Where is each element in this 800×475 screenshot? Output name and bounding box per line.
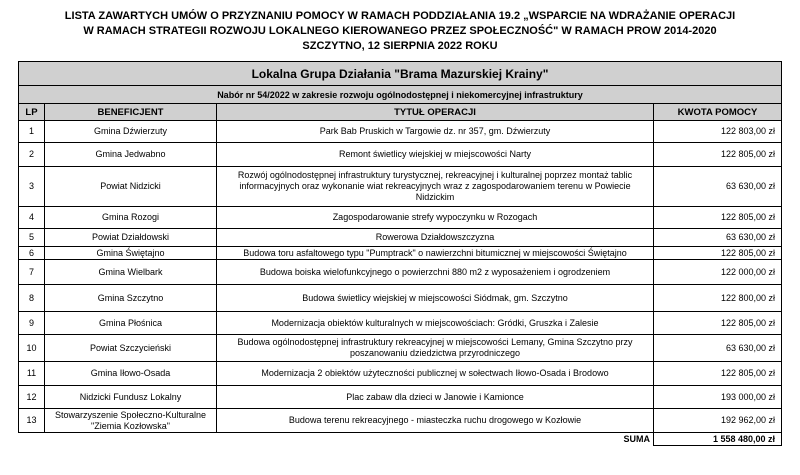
cell-kwota: 63 630,00 zł xyxy=(654,167,782,207)
nabor-row xyxy=(19,86,782,104)
cell-beneficjent: Gmina Rozogi xyxy=(45,207,217,229)
cell-lp: 8 xyxy=(19,285,45,312)
cell-tytul: Modernizacja obiektów kulturalnych w miejscowościach: Gródki, Gruszka i Zalesie xyxy=(217,312,654,335)
cell-lp: 12 xyxy=(19,386,45,409)
cell-beneficjent: Gmina Iłowo-Osada xyxy=(45,362,217,386)
cell-beneficjent: Stowarzyszenie Społeczno-Kulturalne "Ziemia Kozłowska" xyxy=(45,409,217,433)
cell-kwota: 122 803,00 zł xyxy=(654,121,782,143)
cell-lp: 3 xyxy=(19,167,45,207)
header-line-2: W RAMACH STRATEGII ROZWOJU LOKALNEGO KIEROWANEGO PRZEZ SPOŁECZNOŚĆ" W RAMACH PROW 2014-2020 xyxy=(83,25,717,37)
contracts-table xyxy=(18,61,782,446)
cell-kwota: 192 962,00 zł xyxy=(654,409,782,433)
cell-tytul: Modernizacja 2 obiektów użyteczności publicznej w sołectwach Iłowo-Osada i Brodowo xyxy=(217,362,654,386)
table-row xyxy=(19,247,782,260)
sum-label: SUMA xyxy=(217,433,654,446)
cell-tytul: Budowa boiska wielofunkcyjnego o powierzchni 880 m2 z wyposażeniem i ogrodzeniem xyxy=(217,260,654,285)
cell-kwota: 63 630,00 zł xyxy=(654,229,782,247)
column-header-tytul: TYTUŁ OPERACJI xyxy=(217,104,654,121)
cell-tytul: Budowa ogólnodostępnej infrastruktury rekreacyjnej w miejscowości Lemany, Gmina Szczytno przy poszanowaniu dziedzictwa przyrodniczego xyxy=(217,335,654,362)
cell-lp: 11 xyxy=(19,362,45,386)
sum-spacer xyxy=(19,433,217,446)
cell-beneficjent: Gmina Płośnica xyxy=(45,312,217,335)
cell-beneficjent: Powiat Szczycieński xyxy=(45,335,217,362)
table-row xyxy=(19,167,782,207)
cell-beneficjent: Nidzicki Fundusz Lokalny xyxy=(45,386,217,409)
cell-beneficjent: Powiat Nidzicki xyxy=(45,167,217,207)
cell-beneficjent: Gmina Jedwabno xyxy=(45,143,217,167)
cell-kwota: 122 000,00 zł xyxy=(654,260,782,285)
table-row xyxy=(19,312,782,335)
cell-beneficjent: Gmina Świętajno xyxy=(45,247,217,260)
cell-tytul: Rowerowa Działdowszczyzna xyxy=(217,229,654,247)
cell-lp: 6 xyxy=(19,247,45,260)
cell-beneficjent: Gmina Wielbark xyxy=(45,260,217,285)
cell-kwota: 122 805,00 zł xyxy=(654,362,782,386)
lgd-title: Lokalna Grupa Działania "Brama Mazurskiej Krainy" xyxy=(19,62,782,86)
cell-kwota: 193 000,00 zł xyxy=(654,386,782,409)
cell-lp: 9 xyxy=(19,312,45,335)
sum-value: 1 558 480,00 zł xyxy=(654,433,782,446)
table-row xyxy=(19,121,782,143)
nabor-title: Nabór nr 54/2022 w zakresie rozwoju ogólnodostępnej i niekomercyjnej infrastruktury xyxy=(19,86,782,104)
cell-tytul: Plac zabaw dla dzieci w Janowie i Kamionce xyxy=(217,386,654,409)
cell-kwota: 122 805,00 zł xyxy=(654,247,782,260)
document-header xyxy=(0,0,800,54)
table-row xyxy=(19,207,782,229)
cell-tytul: Rozwój ogólnodostępnej infrastruktury turystycznej, rekreacyjnej i kulturalnej poprzez montaż tablic informacyjnych oraz wykonanie wiat rekreacyjnych wraz z zagospodarowaniem terenu w Powiecie Nidzickim xyxy=(217,167,654,207)
cell-kwota: 122 805,00 zł xyxy=(654,312,782,335)
cell-beneficjent: Powiat Działdowski xyxy=(45,229,217,247)
column-header-lp: LP xyxy=(19,104,45,121)
column-header-kwota: KWOTA POMOCY xyxy=(654,104,782,121)
table-row xyxy=(19,285,782,312)
cell-tytul: Budowa terenu rekreacyjnego - miasteczka ruchu drogowego w Kozłowie xyxy=(217,409,654,433)
cell-beneficjent: Gmina Dźwierzuty xyxy=(45,121,217,143)
table-row xyxy=(19,229,782,247)
cell-lp: 7 xyxy=(19,260,45,285)
cell-beneficjent: Gmina Szczytno xyxy=(45,285,217,312)
cell-kwota: 63 630,00 zł xyxy=(654,335,782,362)
cell-kwota: 122 805,00 zł xyxy=(654,207,782,229)
cell-lp: 4 xyxy=(19,207,45,229)
cell-kwota: 122 805,00 zł xyxy=(654,143,782,167)
table-row xyxy=(19,143,782,167)
cell-lp: 13 xyxy=(19,409,45,433)
table-row xyxy=(19,260,782,285)
column-header-beneficjent: BENEFICJENT xyxy=(45,104,217,121)
table-row xyxy=(19,362,782,386)
cell-lp: 10 xyxy=(19,335,45,362)
cell-tytul: Budowa toru asfaltowego typu "Pumptrack" o nawierzchni bitumicznej w miejscowości Świętajno xyxy=(217,247,654,260)
cell-lp: 1 xyxy=(19,121,45,143)
cell-lp: 2 xyxy=(19,143,45,167)
header-line-1: LISTA ZAWARTYCH UMÓW O PRZYZNANIU POMOCY W RAMACH PODDZIAŁANIA 19.2 „WSPARCIE NA WDRAŻANIE OPERACJI xyxy=(64,10,736,22)
cell-tytul: Budowa świetlicy wiejskiej w miejscowości Siódmak, gm. Szczytno xyxy=(217,285,654,312)
sum-row xyxy=(19,433,782,446)
header-line-3: SZCZYTNO, 12 SIERPNIA 2022 ROKU xyxy=(302,40,498,52)
table-row xyxy=(19,386,782,409)
table-row xyxy=(19,335,782,362)
cell-kwota: 122 800,00 zł xyxy=(654,285,782,312)
lgd-title-row xyxy=(19,62,782,86)
cell-tytul: Remont świetlicy wiejskiej w miejscowości Narty xyxy=(217,143,654,167)
cell-tytul: Park Bab Pruskich w Targowie dz. nr 357, gm. Dźwierzuty xyxy=(217,121,654,143)
column-header-row xyxy=(19,104,782,121)
table-row xyxy=(19,409,782,433)
cell-tytul: Zagospodarowanie strefy wypoczynku w Rozogach xyxy=(217,207,654,229)
cell-lp: 5 xyxy=(19,229,45,247)
